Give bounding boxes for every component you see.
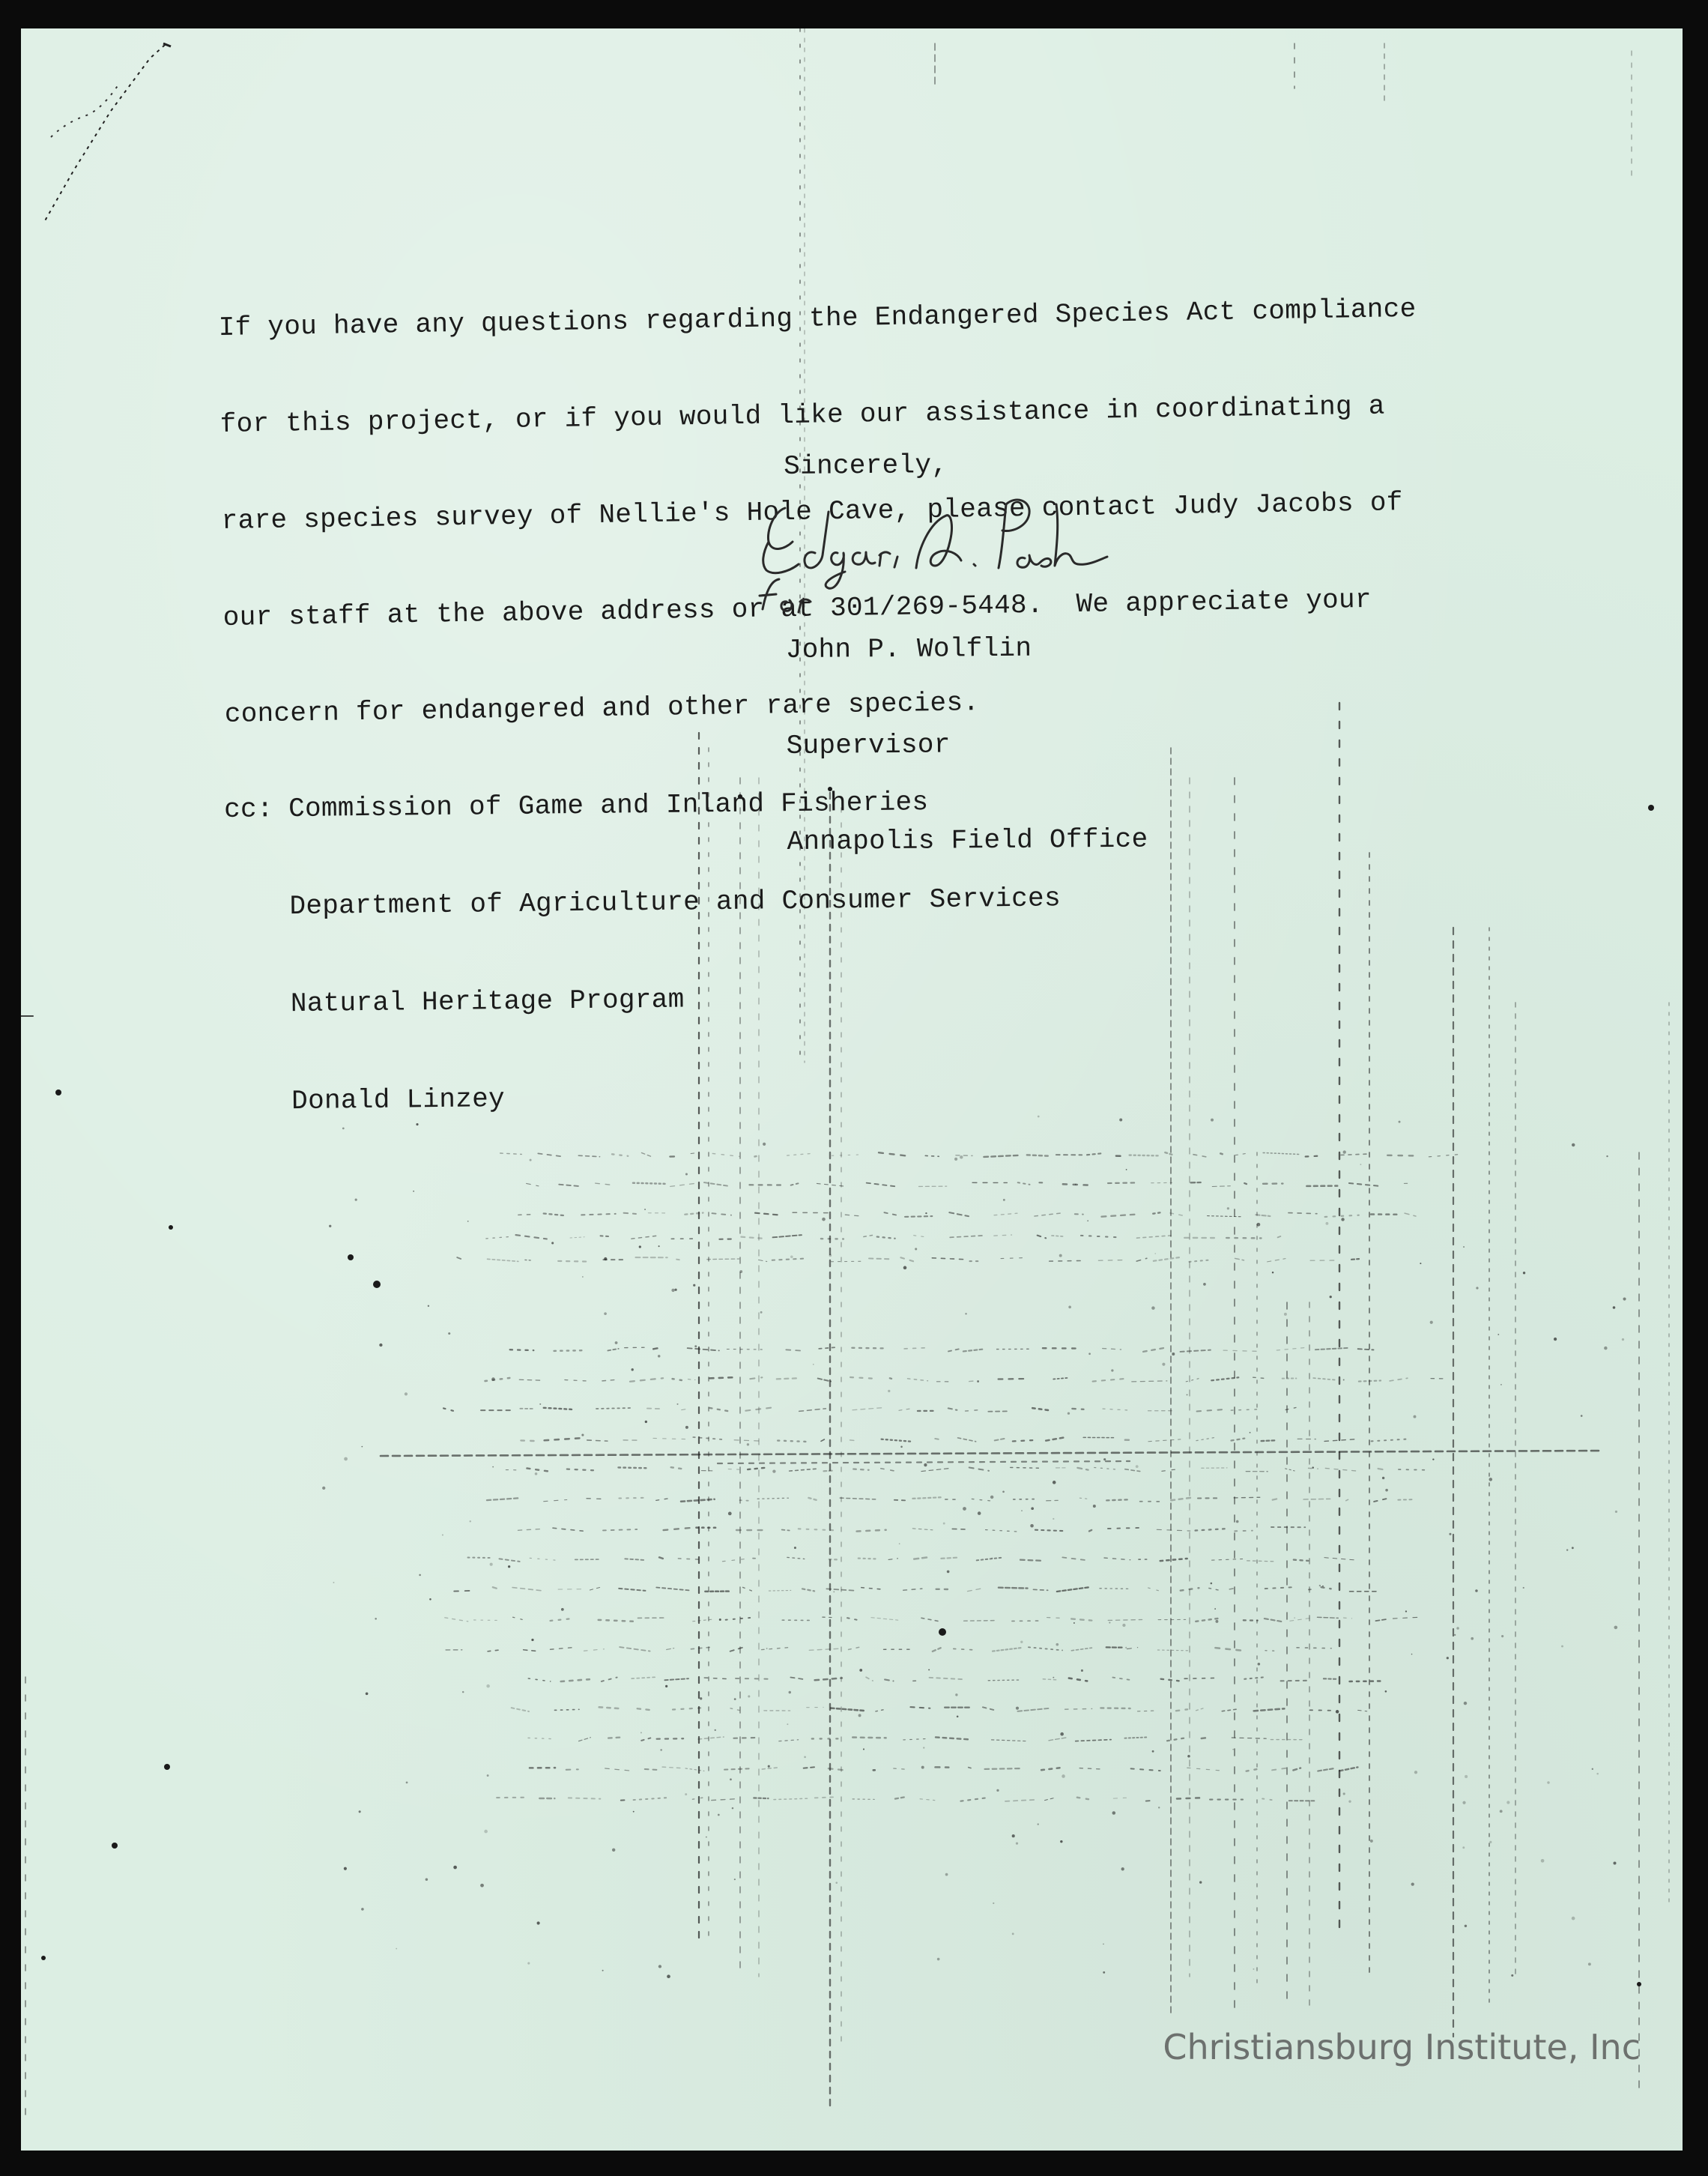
signer-title: Supervisor bbox=[786, 729, 951, 761]
cc-row bbox=[224, 785, 1060, 826]
paragraph-line: our staff at the above address or at 301/269-5448. We appreciate your bbox=[222, 584, 1372, 633]
cc-recipient: Natural Heritage Program bbox=[290, 984, 685, 1020]
paragraph-line: rare species survey of Nellie's Hole Cave, please contact Judy Jacobs of bbox=[221, 487, 1403, 537]
paragraph-line: If you have any questions regarding the Endangered Species Act compliance bbox=[218, 293, 1417, 343]
paragraph-line: concern for endangered and other rare species. bbox=[224, 687, 980, 730]
letter-page bbox=[21, 28, 1683, 2151]
cc-label: cc: bbox=[223, 794, 274, 825]
cc-recipient: Commission of Game and Inland Fisheries bbox=[288, 787, 929, 825]
signer-office: Annapolis Field Office bbox=[787, 823, 1148, 857]
cc-recipient: Department of Agriculture and Consumer Services bbox=[289, 883, 1062, 922]
paragraph-line: for this project, or if you would like our assistance in coordinating a bbox=[219, 390, 1386, 440]
watermark-text: Christiansburg Institute, Inc bbox=[1163, 2027, 1641, 2067]
cc-recipient: Donald Linzey bbox=[291, 1084, 506, 1117]
closing-salutation: Sincerely, bbox=[784, 450, 948, 482]
cc-block bbox=[223, 720, 1064, 1183]
signer-name: John P. Wolflin bbox=[785, 632, 1032, 665]
